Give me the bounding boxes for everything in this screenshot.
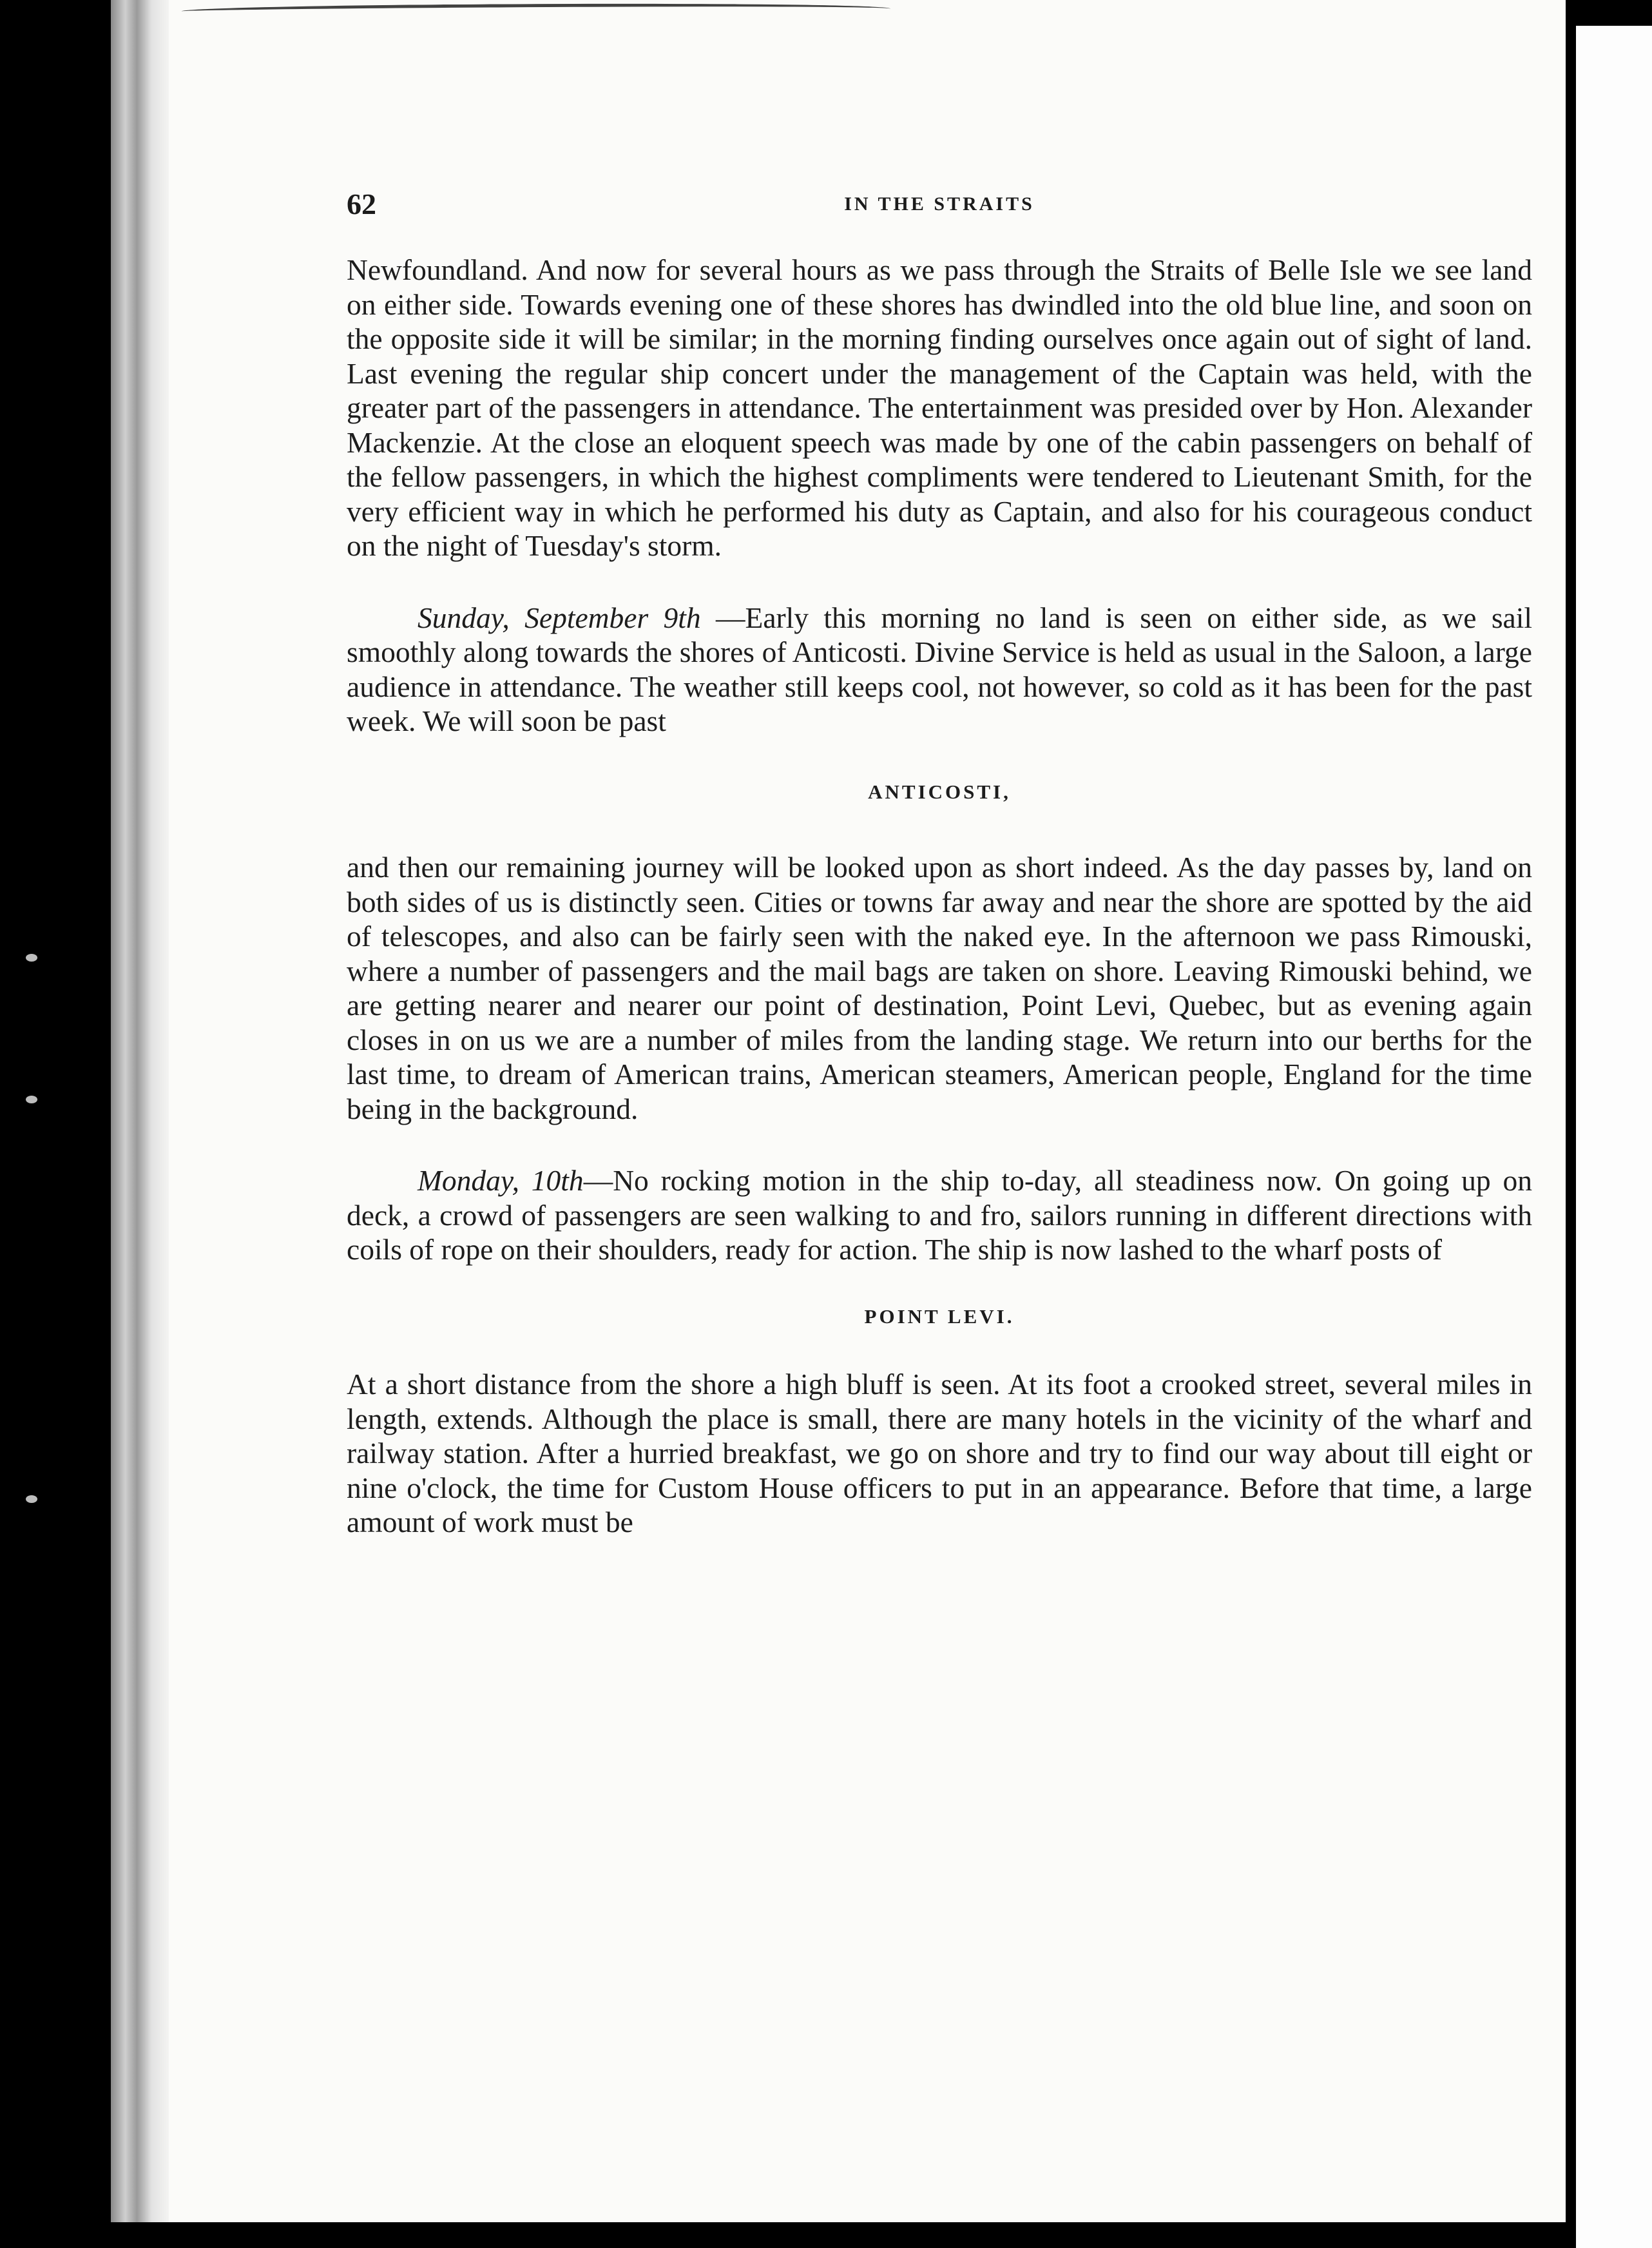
subhead-point-levi: POINT LEVI. — [864, 1304, 1015, 1328]
date-monday: Monday, 10th — [418, 1164, 584, 1197]
page-binding-shadow — [111, 0, 169, 2222]
running-head: IN THE STRAITS — [844, 193, 1035, 215]
page-header — [347, 187, 1532, 226]
paragraph-2 — [347, 601, 1532, 739]
page-number: 62 — [347, 188, 376, 220]
scan-speck — [26, 1096, 37, 1103]
paragraph-4 — [347, 1163, 1532, 1267]
body-text — [347, 253, 1532, 1540]
scan-speck — [26, 954, 37, 962]
scan-scratch-mark — [182, 1, 890, 19]
facing-page-edge — [1576, 26, 1652, 2248]
subhead-anticosti: ANTICOSTI, — [868, 780, 1011, 803]
scan-speck — [26, 1495, 37, 1503]
book-page — [111, 0, 1566, 2222]
date-sunday: Sunday, September 9th — [418, 601, 701, 634]
paragraph-1: Newfoundland. And now for several hours as we pass through the Straits of Belle Isle we see land on either side. Towards evening one of these shores has dwindled into the old blue line, and soon on the opposite side it will be similar; in the morning finding ourselves once again out of sight of land. Last evening the regular ship concert under the management of the Captain was held, with the greater part of the passengers in attendance. The entertainment was presided over by Hon. Alexander Mackenzie. At the close an eloquent speech was made by one of the cabin passengers on behalf of the fellow passengers, in which the highest compliments were tendered to Lieutenant Smith, for the very efficient way in which he performed his duty as Captain, and also for his courageous conduct on the night of Tuesday's storm. — [347, 253, 1532, 562]
paragraph-2-text: —Early this morning no land is seen on either side, as we sail smoothly along towards the shores of Anticosti. Divine Service is held as usual in the Saloon, a large audience in attendance. The weather still keeps cool, not however, so cold as it has been for the past week. We will soon be past — [347, 601, 1532, 737]
paragraph-4-text: —No rocking motion in the ship to-day, all steadiness now. On going up on deck, a crowd of passengers are seen walking to and fro, sailors running in different directions with coils of rope on their shoulders, ready for action. The ship is now lashed to the wharf posts of — [347, 1164, 1532, 1266]
paragraph-3: and then our remaining journey will be looked upon as short indeed. As the day passes by, land on both sides of us is distinctly seen. Cities or towns far away and near the shore are spotted by the aid of telescopes, and also can be fairly seen with the naked eye. In the afternoon we pass Rimouski, where a number of passengers and the mail bags are taken on shore. Leaving Rimouski behind, we are getting nearer and nearer our point of destination, Point Levi, Quebec, but as evening again closes in on us we are a number of miles from the landing stage. We return into our berths for the last time, to dream of American trains, American steamers, American people, England for the time being in the background. — [347, 851, 1532, 1125]
paragraph-5: At a short distance from the shore a high bluff is seen. At its foot a crooked street, several miles in length, extends. Although the place is small, there are many hotels in the vicinity of the wharf and railway station. After a hurried breakfast, we go on shore and try to find our way about till eight or nine o'clock, the time for Custom House officers to put in an appearance. Before that time, a large amount of work must be — [347, 1368, 1532, 1538]
